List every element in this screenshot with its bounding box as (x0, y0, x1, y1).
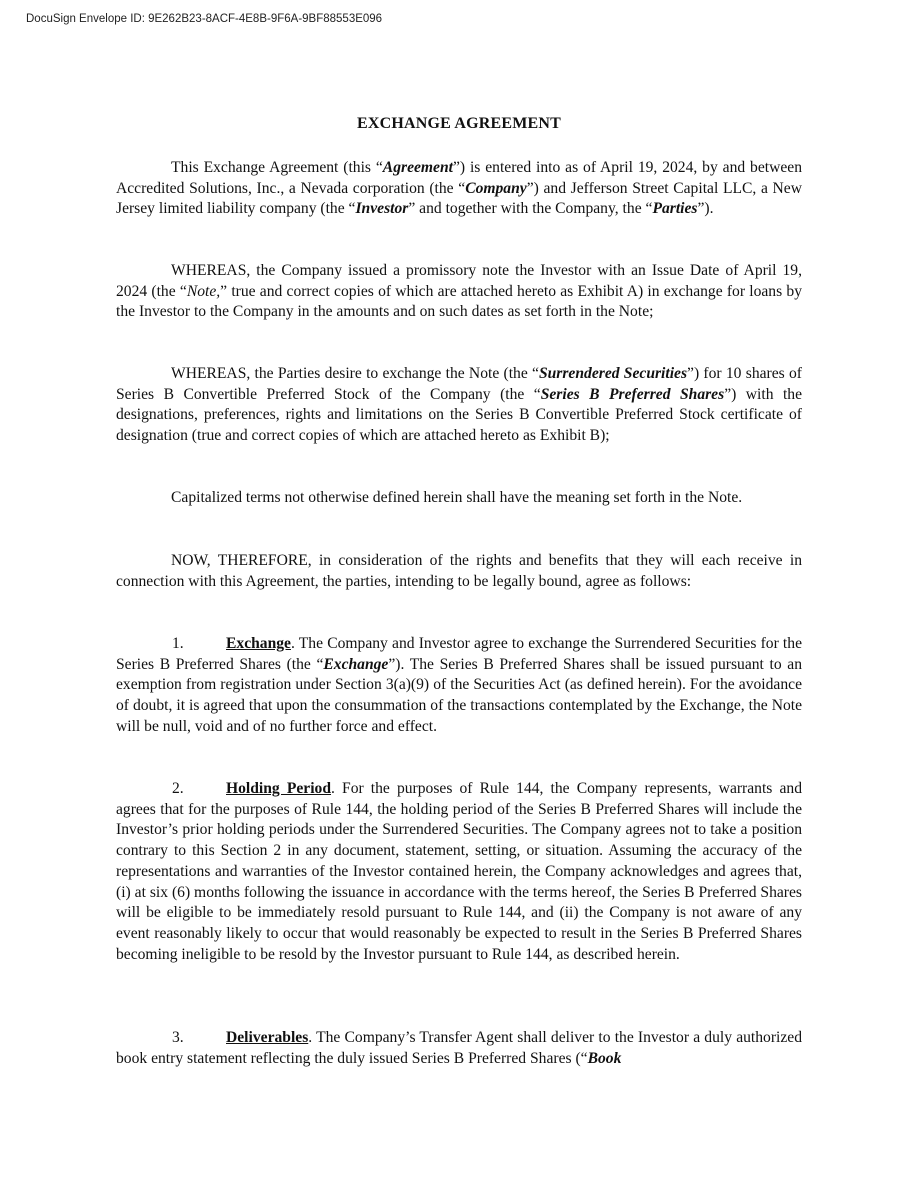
section-number: 1. (172, 635, 184, 652)
section-exchange-text-1: . The Company and Investor agree to exchange the Surrendered Securities for the Series B Preferred Shares (the “ (116, 635, 802, 673)
defined-term-book: Book (587, 1049, 622, 1067)
defined-term-agreement: Agreement (382, 159, 453, 176)
capitalized-terms-paragraph: Capitalized terms not otherwise defined herein shall have the meaning set forth in the Note. (171, 489, 743, 506)
section-heading-exchange: Exchange (226, 635, 291, 652)
intro-paragraph (116, 158, 802, 220)
section-holding-period-text: . For the purposes of Rule 144, the Company represents, warrants and agrees that for the purposes of Rule 144, the holding period of the Series B Preferred Shares will include the Investor’s prior holding periods under the Surrendered Securities. The Company agrees not to take a position contrary to this Section 2 in any document, statement, setting, or situation. Assuming the accuracy of the representations and warranties of the Investor contained herein, the Company acknowledges and agrees that, (i) at six (6) months following the issuance in accordance with the terms hereof, the Series B Preferred Shares will be eligible to be immediately resold pursuant to Rule 144, and (ii) the Company is not aware of any event reasonably likely to occur that would reasonably be expected to result in the Series B Preferred Shares becoming ineligible to be resold by the Investor pursuant to Rule 144, as described herein. (116, 780, 802, 963)
defined-term-exchange: Exchange (323, 655, 389, 673)
intro-text-3: ”) and Jefferson Street Capital LLC, a New Jersey limited liability company (the “ (116, 179, 802, 218)
defined-term-series-b-preferred-shares: Series B Preferred Shares (540, 385, 725, 403)
whereas2-text-3: ”) with the designations, preferences, rights and limitations on the Series B Convertible Preferred Stock certificate of designation (true and correct copies of which are attached hereto as Exhibit B); (116, 385, 803, 445)
whereas-exchange-paragraph (116, 364, 802, 447)
whereas1-text-2: ” true and correct copies of which are attached hereto as Exhibit A) in exchange for loans by the Investor to the Company in the amounts and on such dates as set forth in the Note; (116, 282, 802, 321)
intro-text-1: This Exchange Agreement (this “ (171, 159, 383, 176)
whereas-note-paragraph (116, 261, 802, 323)
section-number: 3. (172, 1029, 184, 1046)
now-therefore-paragraph: NOW, THEREFORE, in consideration of the rights and benefits that they will each receive in connection with this Agreement, the parties, intending to be legally bound, agree as follows: (116, 552, 802, 590)
defined-term-note: Note, (186, 282, 221, 300)
document-title: EXCHANGE AGREEMENT (356, 115, 562, 132)
section-deliverables-text: . The Company’s Transfer Agent shall deliver to the Investor a duly authorized book entry statement reflecting the duly issued Series B Preferred Shares (“ (116, 1029, 802, 1067)
section-deliverables (116, 1028, 802, 1069)
section-heading-deliverables: Deliverables (226, 1029, 309, 1046)
section-exchange-text-2: ”). The Series B Preferred Shares shall be issued pursuant to an exemption from registration under Section 3(a)(9) of the Securities Act (as defined herein). For the avoidance of doubt, it is agreed that upon the consummation of the transactions contemplated by the Exchange, the Note will be null, void and of no further force and effect. (116, 655, 802, 735)
section-heading-holding-period: Holding Period (226, 780, 332, 797)
section-exchange (116, 634, 802, 738)
defined-term-investor: Investor (355, 200, 409, 218)
whereas2-text-1: WHEREAS, the Parties desire to exchange the Note (the “ (171, 365, 539, 382)
defined-term-company: Company (465, 179, 527, 197)
section-holding-period (116, 779, 802, 965)
intro-text-5: ”). (697, 200, 714, 218)
intro-text-2: ”) is entered into as of April 19, 2024, by and between Accredited Solutions, Inc., a Nevada corporation (the “ (116, 159, 802, 197)
whereas1-text-1: WHEREAS, the Company issued a promissory note the Investor with an Issue Date of April 19, 2024 (the “ (116, 262, 802, 300)
intro-text-4: ” and together with the Company, the “ (408, 200, 653, 218)
whereas2-text-2: ”) for 10 shares of Series B Convertible Preferred Stock of the Company (the “ (116, 365, 802, 403)
docusign-envelope-id: DocuSign Envelope ID: 9E262B23-8ACF-4E8B-9F6A-9BF88553E096 (26, 13, 383, 25)
defined-term-parties: Parties (652, 200, 698, 218)
defined-term-surrendered-securities: Surrendered Securities (538, 365, 688, 382)
section-number: 2. (172, 780, 184, 797)
